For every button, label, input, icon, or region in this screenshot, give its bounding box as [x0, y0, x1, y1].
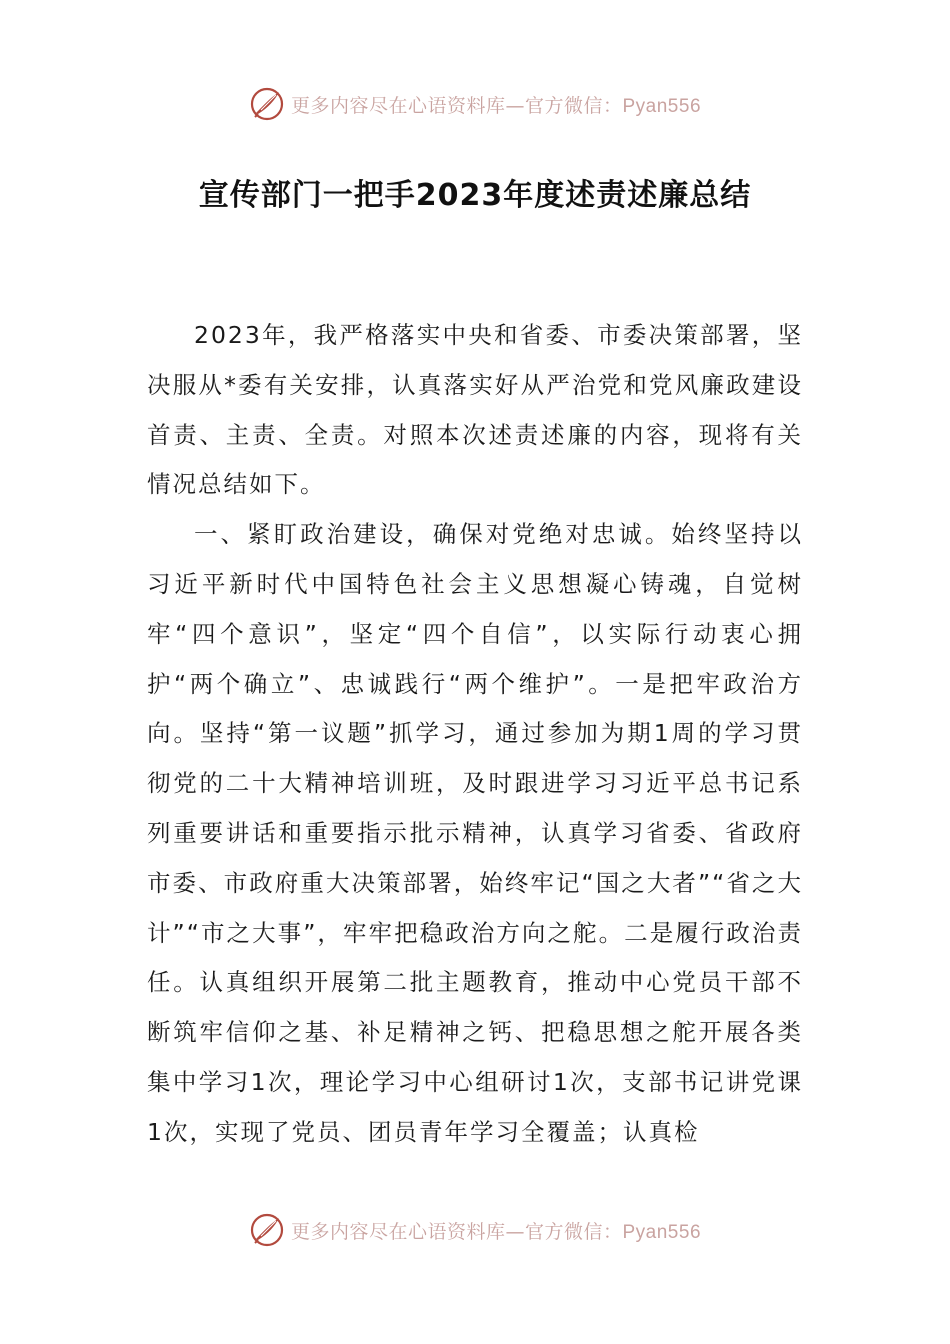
pen-quill-logo-icon	[249, 1212, 285, 1248]
watermark-text: 更多内容尽在心语资料库	[290, 94, 506, 117]
watermark-contact-id: Pyan556	[622, 95, 702, 117]
watermark-text: 更多内容尽在心语资料库	[290, 1220, 506, 1243]
pen-quill-logo-icon	[249, 86, 285, 122]
watermark-contact-label: 官方微信：	[524, 1220, 623, 1243]
document-title: 宣传部门一把手2023年度述责述廉总结	[198, 178, 752, 213]
header-watermark	[0, 84, 950, 124]
watermark-separator: —	[505, 94, 525, 117]
watermark-separator: —	[505, 1220, 525, 1243]
document-body	[147, 311, 803, 1158]
watermark-contact-label: 官方微信：	[524, 94, 623, 117]
footer-watermark	[0, 1210, 950, 1250]
watermark-contact-id: Pyan556	[622, 1221, 702, 1243]
paragraph-section-one: 一、紧盯政治建设，确保对党绝对忠诚。始终坚持以习近平新时代中国特色社会主义思想凝心铸魂，自觉树牢“四个意识”，坚定“四个自信”，以实际行动衷心拥护“两个确立”、忠诚践行“两个维护”。一是把牢政治方向。坚持“第一议题”抓学习，通过参加为期1周的学习贯彻党的二十大精神培训班，及时跟进学习习近平总书记系列重要讲话和重要指示批示精神，认真学习省委、省政府市委、市政府重大决策部署，始终牢记“国之大者”“省之大计”“市之大事”，牢牢把稳政治方向之舵。二是履行政治责任。认真组织开展第二批主题教育，推动中心党员干部不断筑牢信仰之基、补足精神之钙、把稳思想之舵开展各类集中学习1次，理论学习中心组研讨1次，支部书记讲党课1次，实现了党员、团员青年学习全覆盖；认真检	[147, 520, 803, 1146]
paragraph-intro: 2023年，我严格落实中央和省委、市委决策部署，坚决服从*委有关安排，认真落实好从严治党和党风廉政建设首责、主责、全责。对照本次述责述廉的内容，现将有关情况总结如下。	[147, 321, 803, 499]
